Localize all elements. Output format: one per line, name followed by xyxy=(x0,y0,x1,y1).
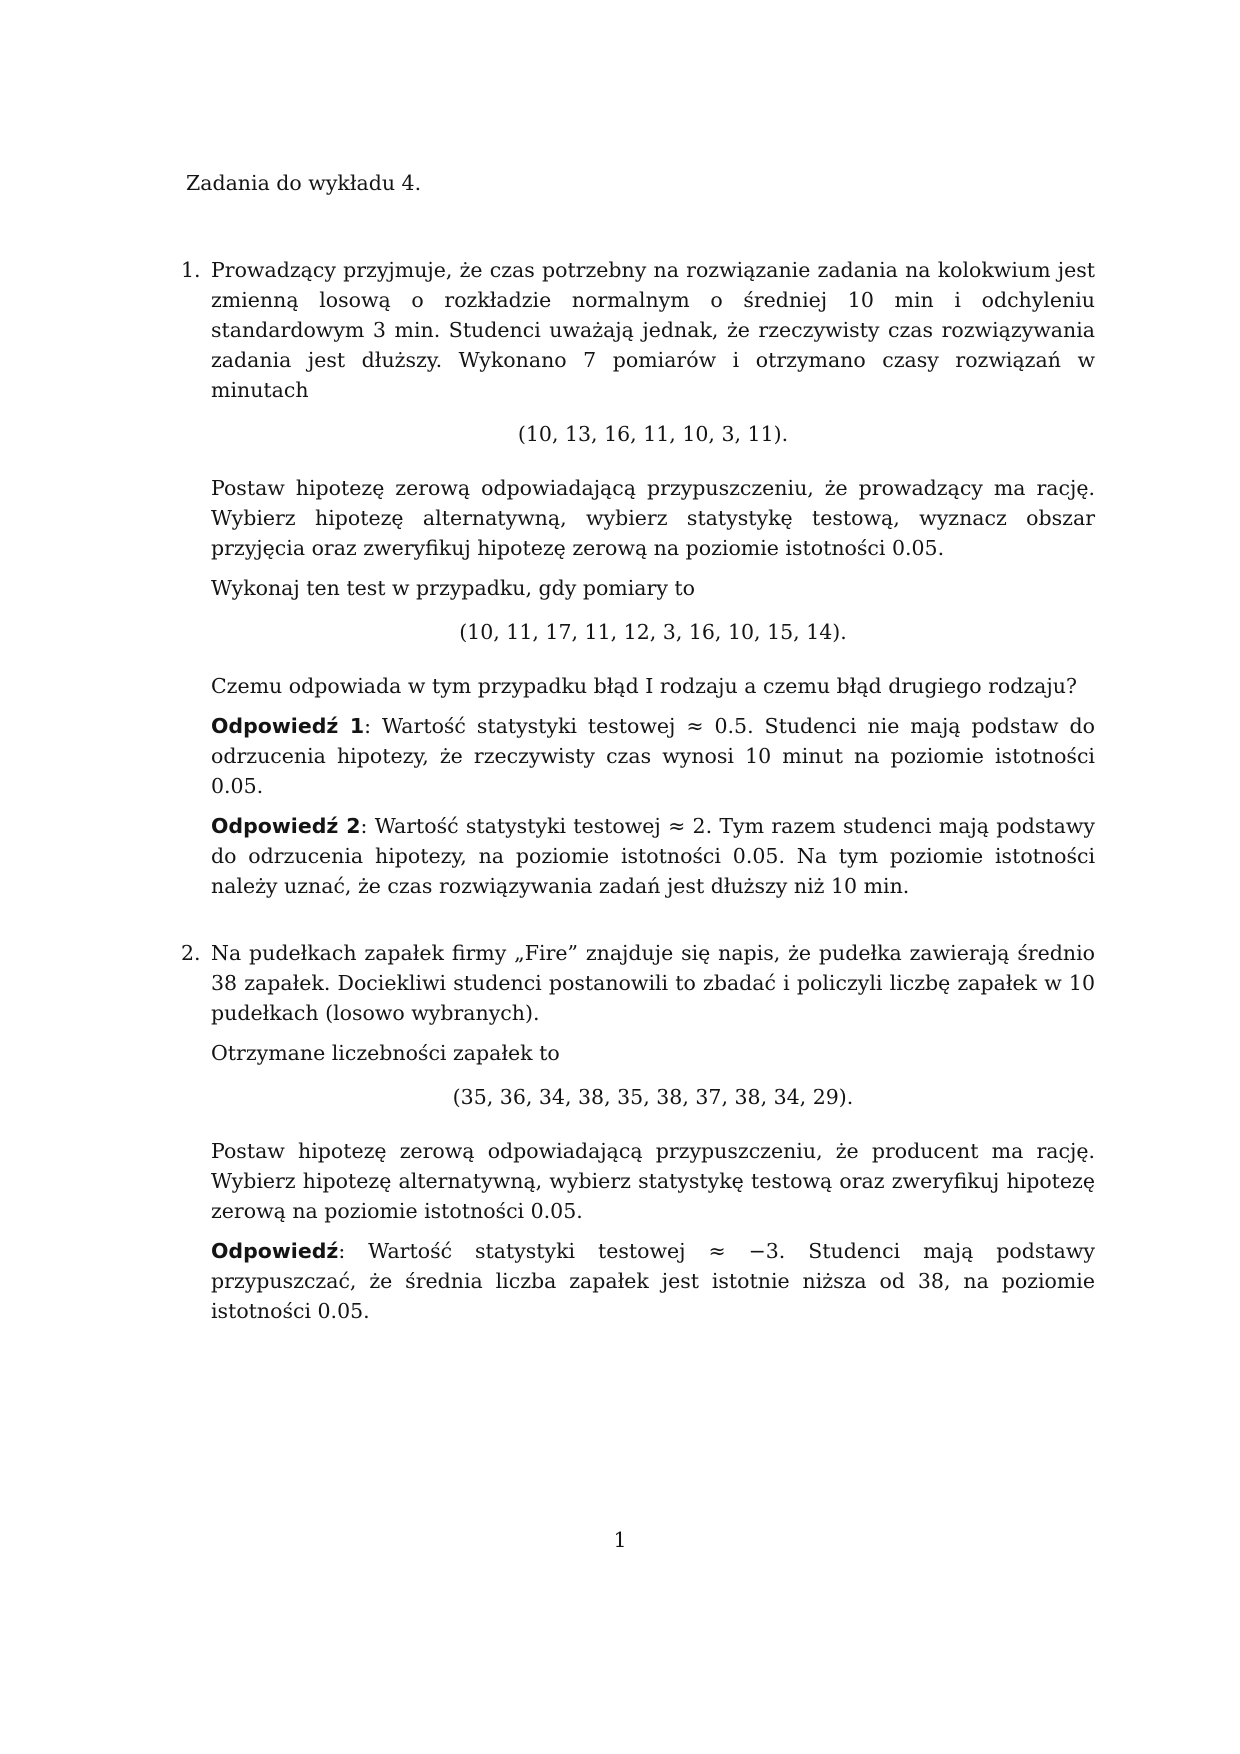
answer-text: : Wartość statystyki testowej ≈ 2. Tym razem studenci mają podstawy do odrzucenia hipotezy, na poziomie istotności 0.05. Na tym poziomie istotności należy uznać, że czas rozwiązywania zadań jest dłuższy niż 10 min. xyxy=(211,814,1095,898)
problem-1 xyxy=(181,255,1095,911)
problem-body xyxy=(211,255,1095,901)
problem-number: 2. xyxy=(181,941,201,965)
answer-label: Odpowiedź 1 xyxy=(211,714,365,738)
answer-text: : Wartość statystyki testowej ≈ −3. Studenci mają podstawy przypuszczać, że średnia liczba zapałek jest istotnie niższa od 38, na poziomie istotności 0.05. xyxy=(211,1239,1095,1323)
answer-text: : Wartość statystyki testowej ≈ 0.5. Studenci nie mają podstaw do odrzucenia hipotezy, że rzeczywisty czas wynosi 10 minut na poziomie istotności 0.05. xyxy=(211,714,1095,798)
problem-question: Czemu odpowiada w tym przypadku błąd I rodzaju a czemu błąd drugiego rodzaju? xyxy=(211,674,1077,698)
problem-body xyxy=(211,938,1095,1326)
answer-1 xyxy=(211,711,1095,801)
counts-label: Otrzymane liczebności zapałek to xyxy=(211,1041,560,1065)
problem-intro: Prowadzący przyjmuje, że czas potrzebny na rozwiązanie zadania na kolokwium jest zmienną losową o rozkładzie normalnym o średniej 10 min i odchyleniu standardowym 3 min. Studenci uważają jednak, że rzeczywisty czas rozwiązywania zadania jest dłuższy. Wykonano 7 pomiarów i otrzymano czasy rozwiązań w minutach xyxy=(211,258,1095,402)
answer xyxy=(211,1236,1095,1326)
answer-2 xyxy=(211,811,1095,901)
page-number: 1 xyxy=(613,1528,627,1552)
problem-intro: Na pudełkach zapałek firmy „Fire” znajduje się napis, że pudełka zawierają średnio 38 zapałek. Dociekliwi studenci postanowili to zbadać i policzyli liczbę zapałek w 10 pudełkach (losowo wybranych). xyxy=(211,941,1095,1025)
problem-task: Postaw hipotezę zerową odpowiadającą przypuszczeniu, że prowadzący ma rację. Wybierz hipotezę alternatywną, wybierz statystykę testową, wyznacz obszar przyjęcia oraz zweryfikuj hipotezę zerową na poziomie istotności 0.05. xyxy=(211,476,1095,560)
data-vector: (10, 11, 17, 11, 12, 3, 16, 10, 15, 14). xyxy=(459,620,847,644)
document-heading: Zadania do wykładu 4. xyxy=(186,171,422,195)
answer-label: Odpowiedź 2 xyxy=(211,814,361,838)
data-vector: (35, 36, 34, 38, 35, 38, 37, 38, 34, 29). xyxy=(452,1085,854,1109)
data-vector: (10, 13, 16, 11, 10, 3, 11). xyxy=(517,422,789,446)
problem-repeat: Wykonaj ten test w przypadku, gdy pomiary to xyxy=(211,576,695,600)
problem-number: 1. xyxy=(181,258,201,282)
problem-2 xyxy=(181,938,1095,1336)
problem-task: Postaw hipotezę zerową odpowiadającą przypuszczeniu, że producent ma rację. Wybierz hipotezę alternatywną, wybierz statystykę testową oraz zweryfikuj hipotezę zerową na poziomie istotności 0.05. xyxy=(211,1139,1095,1223)
answer-label: Odpowiedź xyxy=(211,1239,339,1263)
